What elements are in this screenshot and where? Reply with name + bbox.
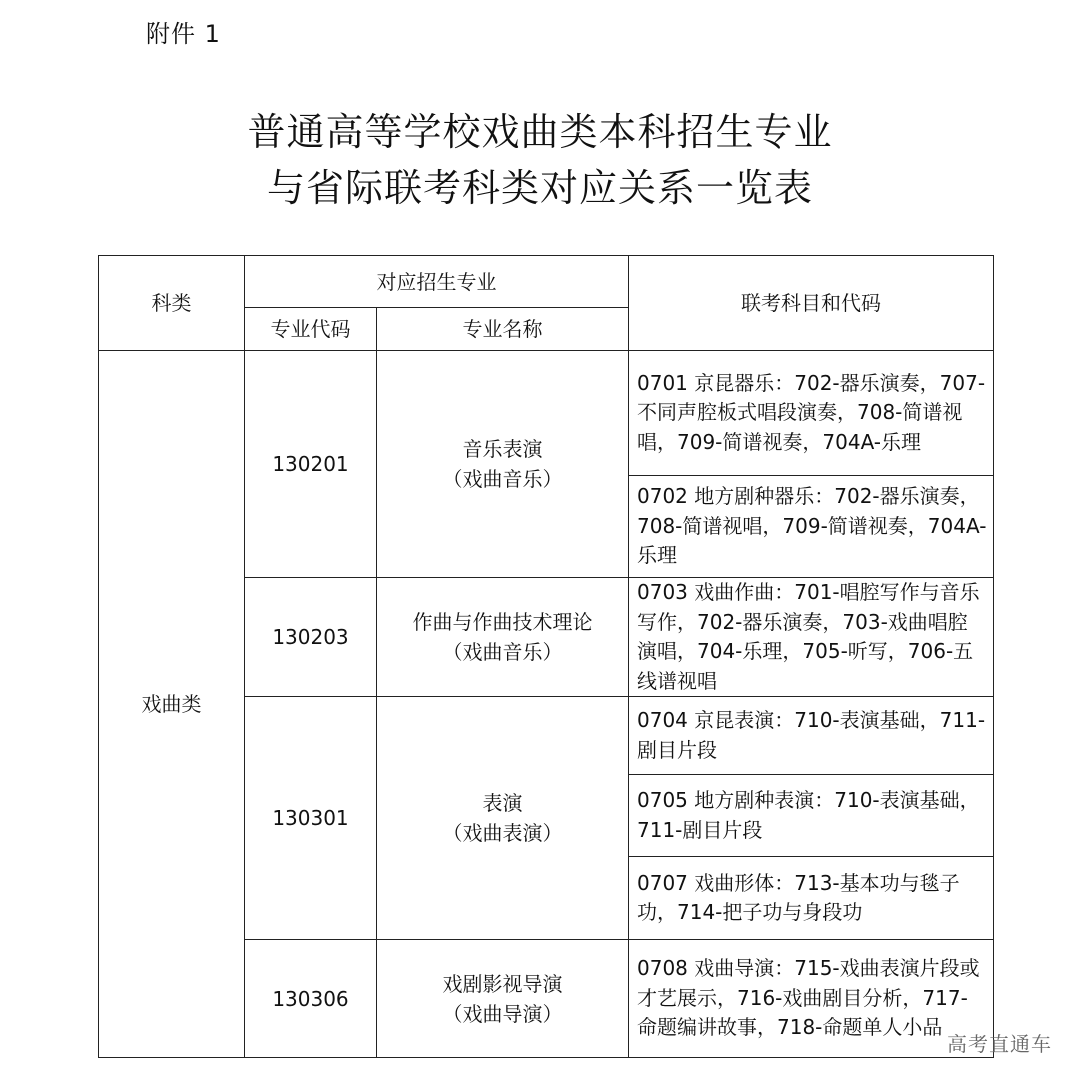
header-exam: 联考科目和代码 — [629, 256, 994, 351]
watermark: 高考直通车 — [947, 1032, 1052, 1056]
major-name-line1: 作曲与作曲技术理论 — [412, 610, 593, 634]
major-code: 130203 — [245, 578, 377, 697]
major-code: 130301 — [245, 697, 377, 940]
header-major-group: 对应招生专业 — [245, 256, 629, 308]
major-name — [377, 940, 629, 1058]
major-name-line2: （戏曲音乐） — [442, 640, 563, 664]
exam-cell: 0707 戏曲形体：713-基本功与毯子功，714-把子功与身段功 — [629, 857, 994, 940]
exam-cell: 0701 京昆器乐：702-器乐演奏，707-不同声腔板式唱段演奏，708-简谱视唱，709-简谱视奏，704A-乐理 — [629, 351, 994, 476]
header-category: 科类 — [99, 256, 245, 351]
major-code: 130306 — [245, 940, 377, 1058]
exam-cell: 0704 京昆表演：710-表演基础，711-剧目片段 — [629, 697, 994, 775]
exam-cell: 0703 戏曲作曲：701-唱腔写作与音乐写作，702-器乐演奏，703-戏曲唱腔演唱，704-乐理，705-听写，706-五线谱视唱 — [629, 578, 994, 697]
major-name — [377, 351, 629, 578]
header-major-code: 专业代码 — [245, 308, 377, 351]
attachment-label: 附件 1 — [146, 20, 221, 48]
header-major-name: 专业名称 — [377, 308, 629, 351]
exam-cell: 0702 地方剧种器乐：702-器乐演奏，708-简谱视唱，709-简谱视奏，704A-乐理 — [629, 476, 994, 578]
exam-cell: 0705 地方剧种表演：710-表演基础，711-剧目片段 — [629, 775, 994, 857]
major-name-line1: 音乐表演 — [462, 437, 543, 461]
major-code: 130201 — [245, 351, 377, 578]
page-title — [0, 104, 1080, 216]
major-name-line1: 戏剧影视导演 — [442, 971, 563, 996]
major-name-line2: （戏曲表演） — [442, 821, 563, 845]
major-name — [377, 697, 629, 940]
title-line-2: 与省际联考科类对应关系一览表 — [266, 166, 813, 210]
category-cell: 戏曲类 — [99, 351, 245, 1058]
title-line-1: 普通高等学校戏曲类本科招生专业 — [247, 110, 833, 154]
major-name-line1: 表演 — [482, 791, 523, 815]
exam-cell: 0708 戏曲导演：715-戏曲表演片段或才艺展示，716-戏曲剧目分析，717-命题编讲故事，718-命题单人小品 — [629, 940, 994, 1058]
major-name-line2: （戏曲导演） — [442, 1001, 563, 1026]
mapping-table — [98, 255, 994, 1058]
major-name-line2: （戏曲音乐） — [442, 467, 563, 491]
major-name — [377, 578, 629, 697]
